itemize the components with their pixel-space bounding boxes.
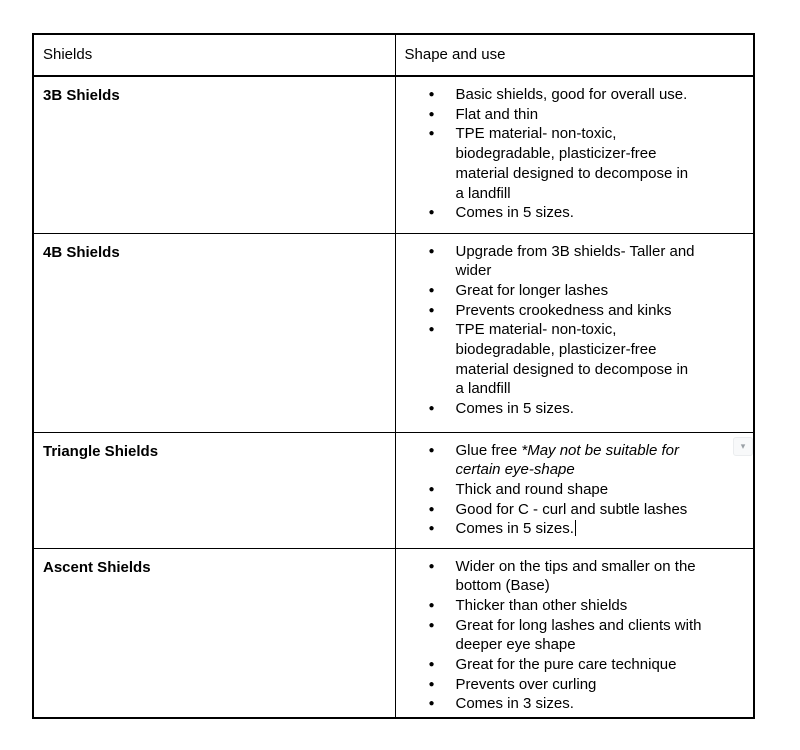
bullet-item — [396, 675, 754, 695]
bullet-text: Comes in 3 sizes. — [455, 695, 574, 713]
bullet-line — [456, 144, 754, 164]
bullet-dot-icon: ● — [428, 523, 435, 535]
bullet-line — [456, 281, 754, 301]
shield-name-cell — [33, 233, 395, 432]
bullet-item — [396, 441, 754, 480]
shape-and-use-cell — [395, 432, 754, 548]
bullet-item — [396, 519, 754, 539]
bullet-line — [456, 441, 754, 461]
bullet-dot-icon: ● — [428, 444, 435, 456]
bullet-item — [396, 242, 754, 281]
bullet-text: Great for longer lashes — [455, 281, 609, 299]
bullet-line — [456, 480, 754, 500]
bullet-line — [456, 85, 754, 105]
bullet-dot-icon: ● — [428, 619, 435, 631]
bullet-list — [396, 242, 754, 419]
bullet-dot-icon: ● — [428, 483, 435, 495]
bullet-line — [456, 340, 754, 360]
header-shape-and-use: Shape and use — [395, 34, 754, 76]
bullet-item — [396, 105, 754, 125]
bullet-line — [456, 655, 754, 675]
bullet-list — [396, 85, 754, 223]
table-row — [33, 233, 754, 432]
bullet-text: a landfill — [455, 380, 511, 398]
table-header-row — [33, 34, 754, 76]
bullet-item — [396, 203, 754, 223]
bullet-line — [456, 519, 754, 539]
bullet-line — [456, 164, 754, 184]
bullet-dot-icon: ● — [428, 503, 435, 515]
bullet-item — [396, 320, 754, 399]
shield-name: Triangle Shields — [43, 442, 159, 460]
shield-name-cell — [33, 548, 395, 718]
bullet-text: *May not be suitable for — [521, 441, 679, 459]
bullet-dot-icon: ● — [428, 678, 435, 690]
bullet-text: TPE material- non-toxic, — [455, 321, 617, 339]
shape-and-use-cell — [395, 233, 754, 432]
bullet-line — [456, 500, 754, 520]
bullet-text: TPE material- non-toxic, — [455, 125, 617, 143]
bullet-list — [396, 557, 754, 715]
bullet-line — [456, 261, 754, 281]
bullet-line — [456, 399, 754, 419]
bullet-dot-icon: ● — [428, 207, 435, 219]
bullet-dot-icon: ● — [428, 89, 435, 100]
bullet-line — [456, 320, 754, 340]
bullet-text: Prevents crookedness and kinks — [455, 301, 672, 319]
bullet-text: Flat and thin — [455, 105, 539, 123]
bullet-line — [456, 203, 754, 223]
bullet-line — [456, 184, 754, 204]
bullet-text: Upgrade from 3B shields- Taller and — [455, 242, 695, 260]
bullet-item — [396, 85, 754, 105]
bullet-item — [396, 281, 754, 301]
bullet-text: a landfill — [455, 184, 511, 202]
text-cursor — [575, 520, 577, 536]
bullet-text: Thick and round shape — [455, 480, 609, 498]
bullet-item — [396, 301, 754, 321]
bullet-item — [396, 500, 754, 520]
bullet-text: biodegradable, plasticizer-free — [455, 145, 657, 163]
bullet-text: material designed to decompose in — [455, 360, 689, 378]
bullet-text: biodegradable, plasticizer-free — [455, 341, 657, 359]
chevron-down-icon: ▾ — [740, 441, 746, 451]
table-row — [33, 432, 754, 548]
shape-and-use-cell — [395, 548, 754, 718]
bullet-item — [396, 557, 754, 596]
bullet-line — [456, 596, 754, 616]
bullet-item — [396, 655, 754, 675]
shape-and-use-cell — [395, 76, 754, 233]
bullet-item — [396, 596, 754, 616]
bullet-dot-icon: ● — [428, 599, 435, 611]
bullet-item — [396, 124, 754, 203]
bullet-line — [456, 557, 754, 577]
bullet-line — [456, 635, 754, 655]
bullet-dot-icon: ● — [428, 324, 435, 336]
bullet-text: Wider on the tips and smaller on the — [455, 557, 696, 575]
bullet-text: Great for the pure care technique — [455, 656, 677, 674]
table-row — [33, 548, 754, 718]
bullet-dot-icon: ● — [428, 659, 435, 671]
bullet-line — [456, 694, 754, 714]
shield-name-cell — [33, 76, 395, 233]
bullet-line — [456, 301, 754, 321]
bullet-line — [456, 124, 754, 144]
bullet-text: wider — [455, 262, 492, 280]
bullet-line — [456, 616, 754, 636]
bullet-dot-icon: ● — [428, 304, 435, 316]
bullet-item — [396, 480, 754, 500]
scroll-down-button[interactable] — [733, 437, 753, 456]
bullet-dot-icon: ● — [428, 560, 435, 572]
bullet-line — [456, 360, 754, 380]
bullet-dot-icon: ● — [428, 245, 435, 257]
bullet-text: material designed to decompose in — [455, 164, 689, 182]
bullet-line — [456, 460, 754, 480]
bullet-dot-icon: ● — [428, 128, 435, 140]
bullet-text: Comes in 5 sizes. — [455, 520, 574, 538]
bullet-item — [396, 616, 754, 655]
header-shields: Shields — [33, 34, 395, 76]
shield-name: 3B Shields — [43, 87, 120, 104]
bullet-line — [456, 675, 754, 695]
bullet-dot-icon: ● — [428, 108, 435, 120]
bullet-text: bottom (Base) — [455, 577, 550, 595]
bullet-line — [456, 576, 754, 596]
bullet-list — [396, 441, 754, 540]
bullet-text: Thicker than other shields — [455, 596, 628, 614]
shield-name: Ascent Shields — [43, 558, 151, 576]
bullet-line — [456, 105, 754, 125]
bullet-item — [396, 399, 754, 419]
bullet-text: deeper eye shape — [455, 636, 576, 654]
bullet-text: Comes in 5 sizes. — [455, 204, 574, 222]
shields-table — [32, 33, 755, 719]
shield-name: 4B Shields — [43, 243, 120, 261]
bullet-text: Prevents over curling — [455, 675, 597, 693]
bullet-dot-icon: ● — [428, 698, 435, 710]
bullet-dot-icon: ● — [428, 403, 435, 415]
bullet-dot-icon: ● — [428, 284, 435, 296]
shield-name-cell — [33, 432, 395, 548]
bullet-text: Comes in 5 sizes. — [455, 400, 574, 418]
bullet-text: certain eye-shape — [455, 461, 575, 479]
table-row — [33, 76, 754, 233]
bullet-line — [456, 242, 754, 262]
bullet-text: Glue free — [455, 441, 522, 459]
bullet-text: Basic shields, good for overall use. — [455, 86, 688, 103]
bullet-text: Great for long lashes and clients with — [455, 616, 702, 634]
bullet-line — [456, 379, 754, 399]
bullet-item — [396, 694, 754, 714]
bullet-text: Good for C - curl and subtle lashes — [455, 500, 688, 518]
